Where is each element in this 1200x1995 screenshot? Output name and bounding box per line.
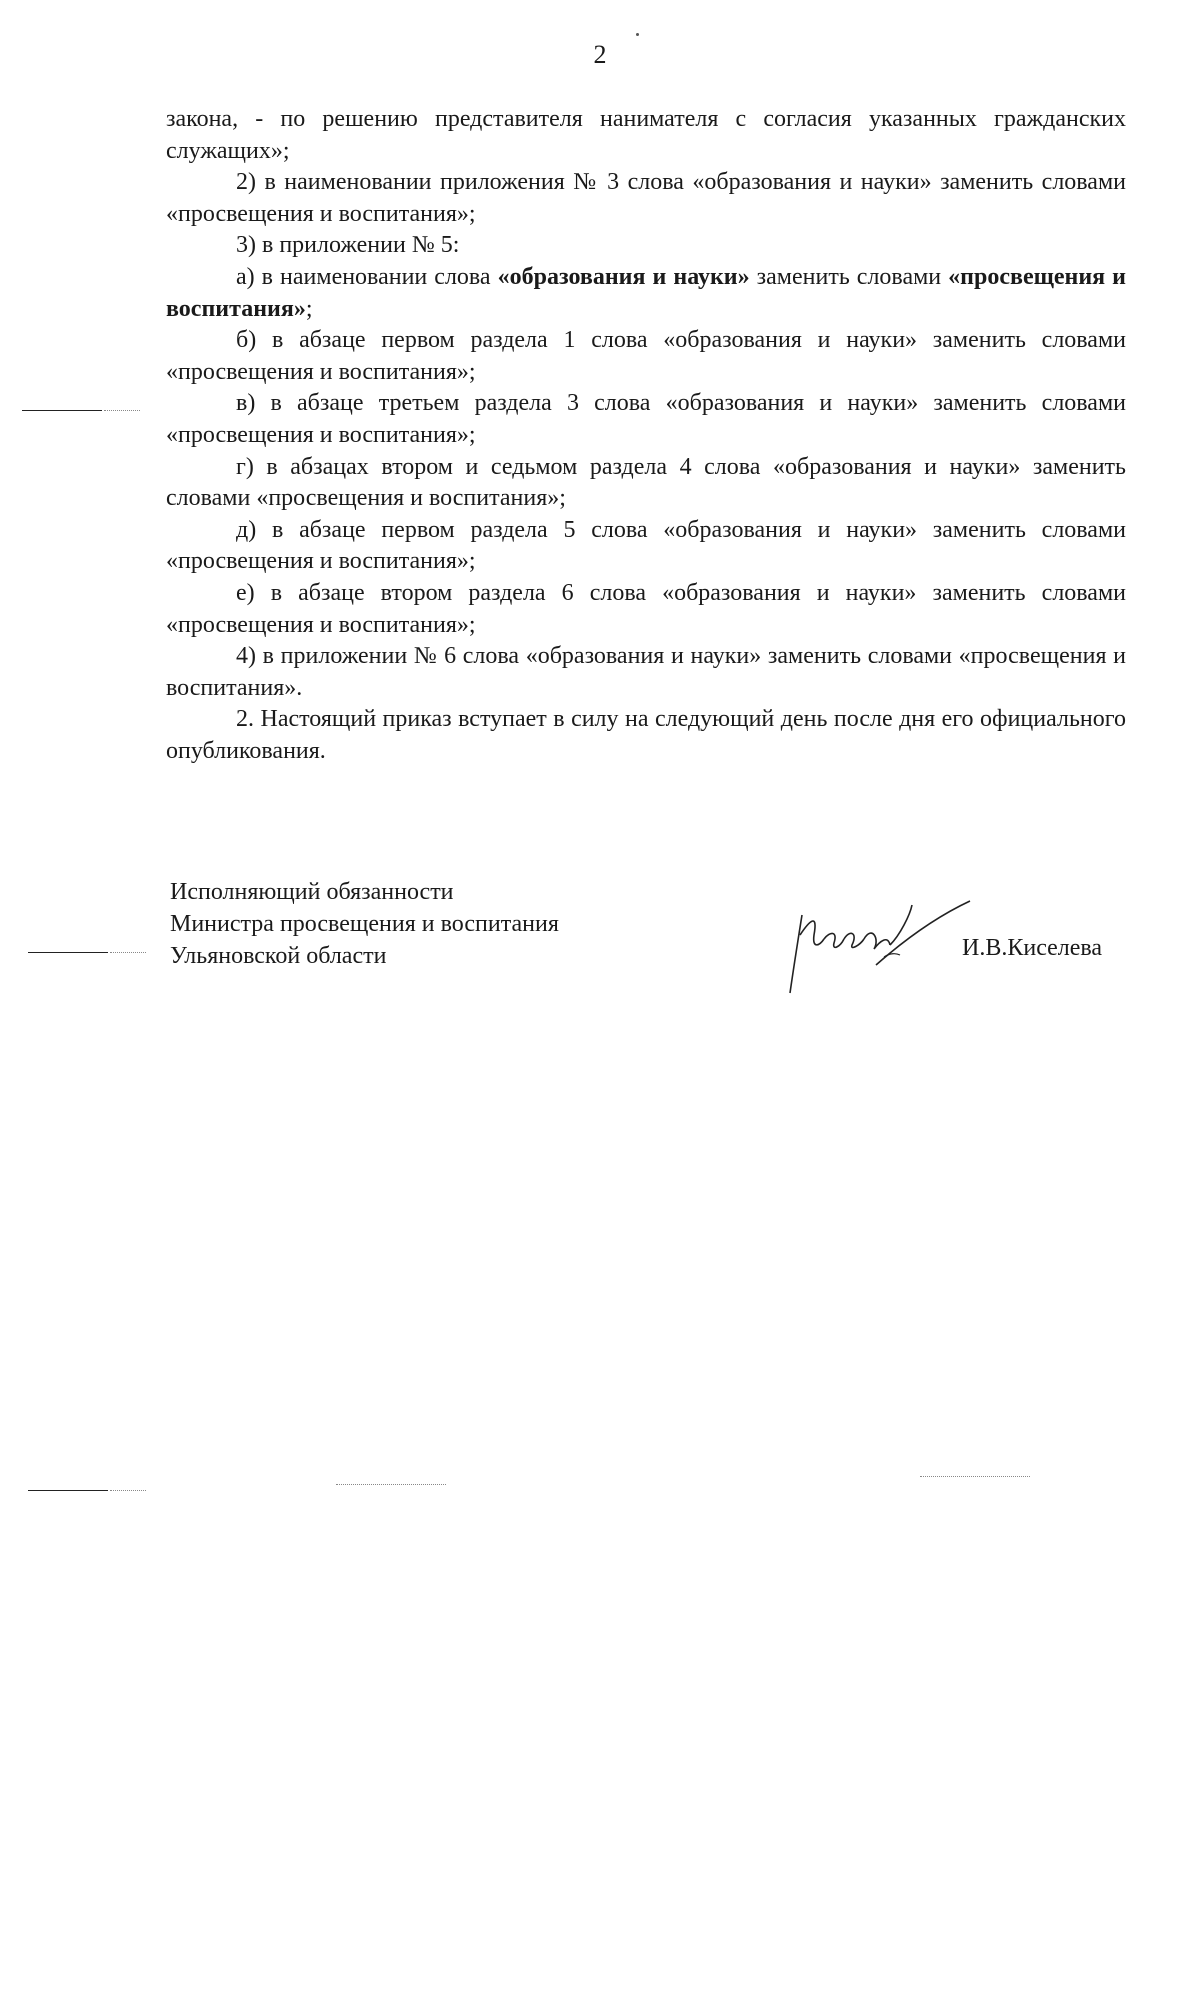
paragraph-text: заменить словами — [749, 263, 949, 290]
handwritten-signature-icon — [780, 895, 980, 995]
signatory-position — [170, 876, 559, 972]
margin-mark — [104, 410, 140, 411]
paragraph: д) в абзаце первом раздела 5 слова «образования и науки» заменить словами «просвещения и воспитания»; — [166, 516, 1126, 575]
paragraph: 4) в приложении № 6 слова «образования и науки» заменить словами «просвещения и воспитания». — [166, 643, 1126, 701]
margin-mark — [110, 952, 146, 953]
page-number: 2 — [593, 40, 607, 69]
signatory-name: И.В.Киселева — [962, 935, 1103, 961]
paragraph-text-bold: » — [293, 295, 306, 322]
scan-artifact-dot — [636, 33, 639, 36]
margin-mark — [920, 1476, 1030, 1477]
paragraph: г) в абзацах втором и седьмом раздела 4 слова «образования и науки» заменить словами «просвещения и воспитания»; — [166, 453, 1126, 512]
paragraph: б) в абзаце первом раздела 1 слова «образования и науки» заменить словами «просвещения и воспитания»; — [166, 327, 1126, 385]
paragraph: 2. Настоящий приказ вступает в силу на следующий день после дня его официального опубликования. — [166, 706, 1126, 764]
paragraph: в) в абзаце третьем раздела 3 слова «образования и науки» заменить словами «просвещения и воспитания»; — [166, 390, 1126, 448]
paragraph-text-bold: « — [948, 263, 961, 290]
signatory-position-line: Министра просвещения и воспитания — [170, 911, 559, 937]
signatory-position-line: Исполняющий обязанности — [170, 879, 454, 905]
margin-mark — [22, 410, 102, 411]
signatory-position-line: Ульяновской области — [170, 943, 387, 969]
margin-mark — [110, 1490, 146, 1491]
paragraph-text-bold: » — [737, 263, 750, 290]
paragraph-text-bold: просвещения и воспитания — [166, 263, 1127, 322]
paragraph-text: ; — [305, 295, 313, 322]
paragraph-text-bold: образования и науки — [509, 263, 738, 290]
paragraph-text-bold: « — [497, 263, 510, 290]
paragraph — [166, 262, 1126, 325]
margin-mark — [28, 952, 108, 953]
paragraph: 3) в приложении № 5: — [236, 232, 460, 259]
paragraph: закона, - по решению представителя нанимателя с согласия указанных гражданских служащих»; — [166, 106, 1126, 164]
paragraph: 2) в наименовании приложения № 3 слова «образования и науки» заменить словами «просвещения и воспитания»; — [166, 169, 1126, 227]
document-body — [166, 104, 1126, 767]
margin-mark — [336, 1484, 446, 1485]
paragraph-text: а) в наименовании слова — [236, 263, 498, 290]
paragraph: е) в абзаце втором раздела 6 слова «образования и науки» заменить словами «просвещения и воспитания»; — [166, 579, 1126, 638]
margin-mark — [28, 1490, 108, 1491]
